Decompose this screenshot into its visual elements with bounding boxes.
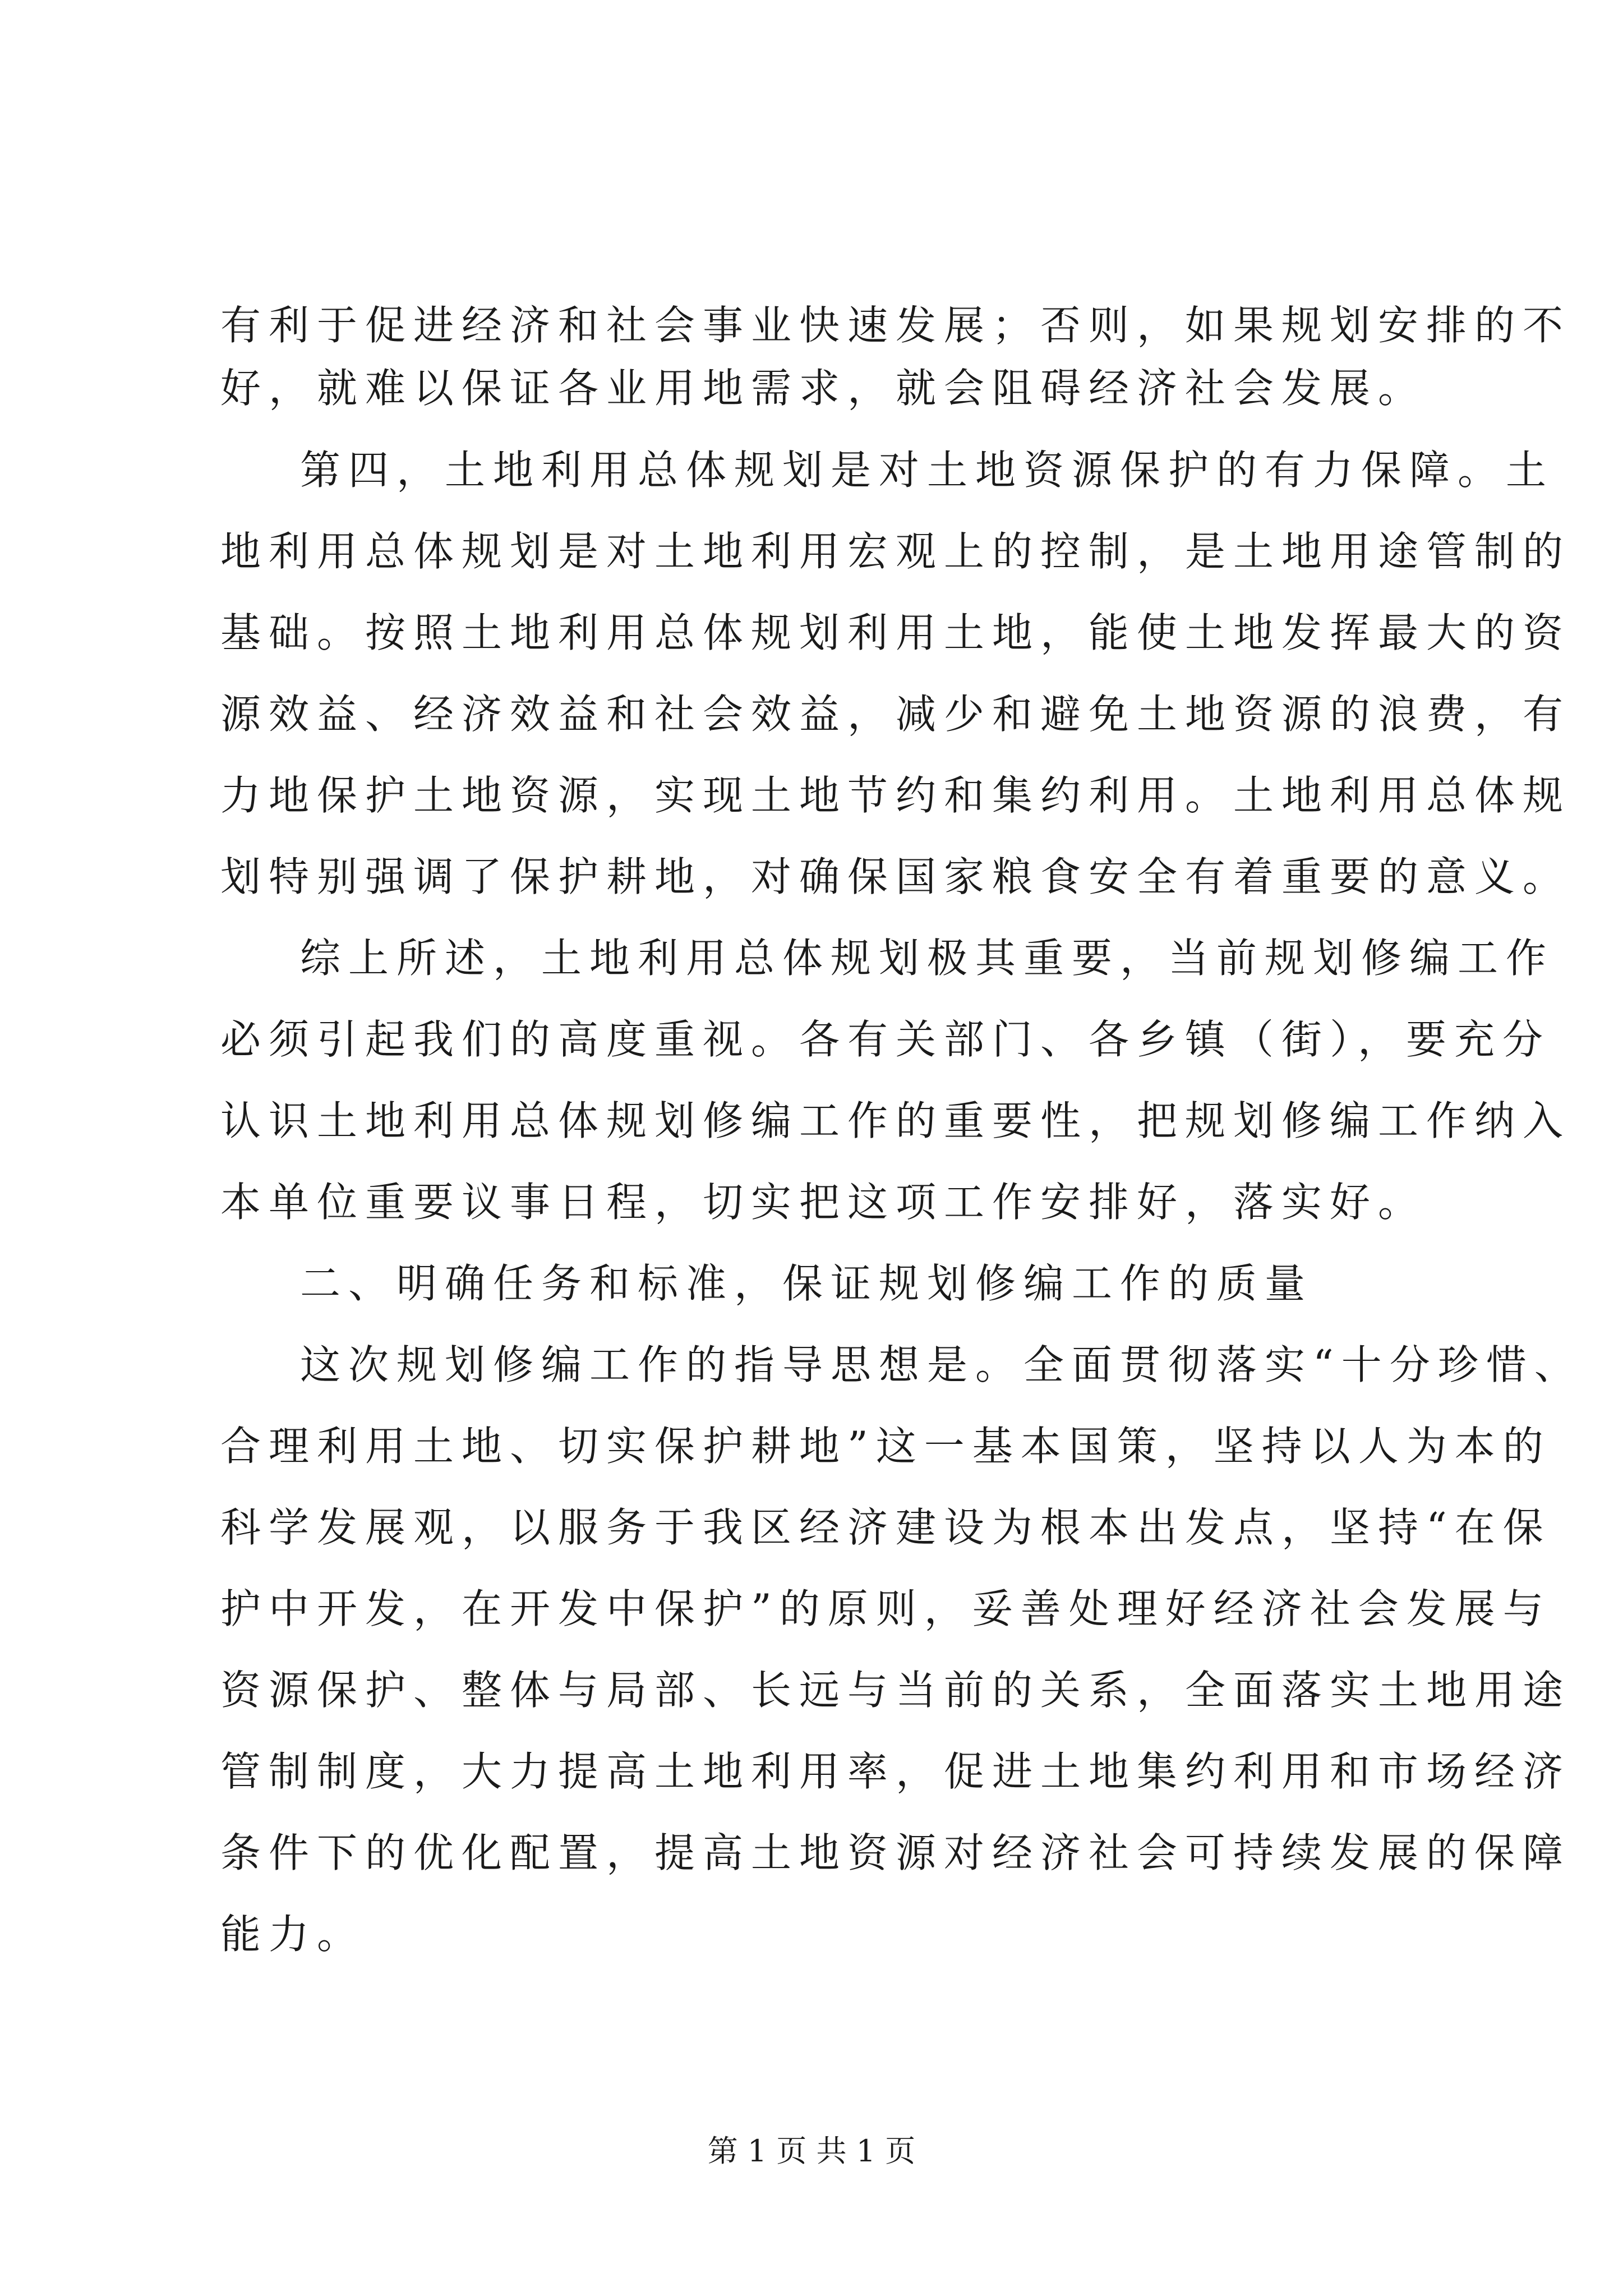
paragraph-start-line: 这次规划修编工作的指导思想是。全面贯彻落实“十分珍惜、 [300, 1341, 1583, 1388]
text-line: 有利于促进经济和社会事业快速发展；否则，如果规划安排的不 [220, 302, 1571, 349]
text-line: 管制制度，大力提高土地利用率，促进土地集约利用和市场经济 [220, 1748, 1571, 1795]
paragraph-start-line: 综上所述，土地利用总体规划极其重要，当前规划修编工作 [300, 935, 1555, 982]
text-line: 条件下的优化配置，提高土地资源对经济社会可持续发展的保障 [220, 1829, 1571, 1876]
text-line: 力地保护土地资源，实现土地节约和集约利用。土地利用总体规 [220, 772, 1571, 819]
text-line: 好，就难以保证各业用地需求，就会阻碍经济社会发展。 [220, 365, 1427, 412]
text-line: 科学发展观，以服务于我区经济建设为根本出发点，坚持“在保 [220, 1504, 1551, 1551]
text-line: 地利用总体规划是对土地利用宏观上的控制，是土地用途管制的 [220, 528, 1571, 575]
text-line: 认识土地利用总体规划修编工作的重要性，把规划修编工作纳入 [220, 1097, 1571, 1144]
text-line: 基础。按照土地利用总体规划利用土地，能使土地发挥最大的资 [220, 609, 1571, 656]
text-line: 合理利用土地、切实保护耕地”这一基本国策，坚持以人为本的 [220, 1423, 1551, 1470]
section-heading: 二、明确任务和标准，保证规划修编工作的质量 [300, 1260, 1313, 1307]
text-line: 护中开发，在开发中保护”的原则，妥善处理好经济社会发展与 [220, 1585, 1551, 1632]
text-line: 能力。 [220, 1911, 366, 1958]
text-line: 资源保护、整体与局部、长远与当前的关系，全面落实土地用途 [220, 1667, 1571, 1714]
text-line: 本单位重要议事日程，切实把这项工作安排好，落实好。 [220, 1179, 1427, 1226]
text-line: 源效益、经济效益和社会效益，减少和避免土地资源的浪费，有 [220, 691, 1571, 738]
text-line: 划特别强调了保护耕地，对确保国家粮食安全有着重要的意义。 [220, 853, 1571, 900]
page-footer: 第 1 页 共 1 页 [707, 2133, 916, 2169]
text-line: 必须引起我们的高度重视。各有关部门、各乡镇（街），要充分 [220, 1016, 1551, 1063]
paragraph-start-line: 第四，土地利用总体规划是对土地资源保护的有力保障。土 [300, 447, 1555, 494]
